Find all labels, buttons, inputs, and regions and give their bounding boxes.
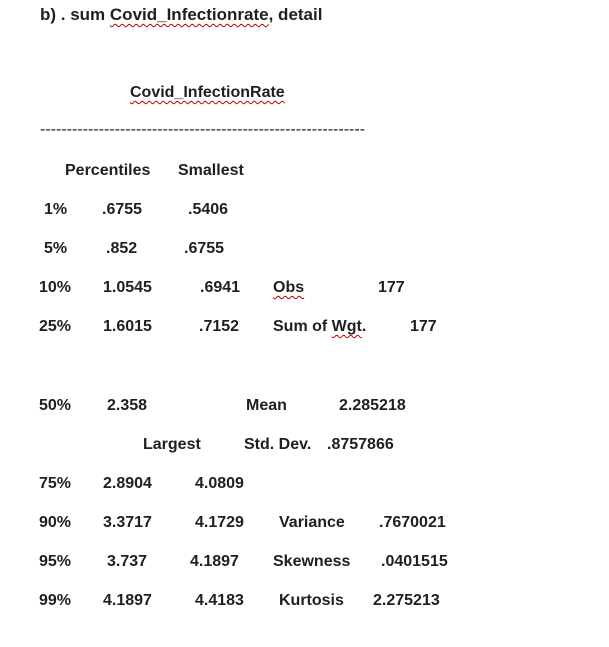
row-pct: 95% [39, 553, 72, 570]
header-smallest: Smallest [178, 162, 244, 179]
row-extreme: .7152 [199, 318, 240, 335]
sum-wgt-label-main: Sum of [273, 318, 332, 335]
stat-kurtosis-label: Kurtosis [279, 592, 344, 609]
stat-std-dev-label: Std. Dev. [244, 436, 312, 453]
stat-skewness-value: .0401515 [381, 553, 448, 570]
stat-variance-label: Variance [279, 514, 345, 531]
row-value: .6755 [102, 201, 143, 218]
row-pct: 1% [44, 201, 68, 218]
row-value: 2.8904 [103, 475, 152, 492]
row-value: 4.1897 [103, 592, 152, 609]
row-extreme: .6755 [184, 240, 225, 257]
row-pct: 25% [39, 318, 72, 335]
header-largest: Largest [143, 436, 201, 453]
sum-wgt-label-squiggle: Wgt [331, 318, 362, 335]
variable-title: Covid_InfectionRate [130, 84, 285, 101]
stat-kurtosis-value: 2.275213 [373, 592, 440, 609]
stat-obs-label: Obs [273, 279, 305, 296]
stat-skewness-label: Skewness [273, 553, 351, 570]
stat-sum-wgt-value: 177 [410, 318, 437, 335]
row-extreme: .6941 [200, 279, 241, 296]
header-percentiles: Percentiles [65, 162, 151, 179]
sum-wgt-label-end: . [361, 318, 367, 335]
stat-obs-value: 177 [378, 279, 405, 296]
stat-std-dev-value: .8757866 [327, 436, 394, 453]
row-extreme: 4.1897 [190, 553, 239, 570]
row-value: .852 [106, 240, 138, 257]
stat-sum-wgt-label [273, 317, 366, 337]
row-value: 3.3717 [103, 514, 152, 531]
row-extreme: 4.4183 [195, 592, 244, 609]
row-pct: 10% [39, 279, 72, 296]
stat-variance-value: .7670021 [379, 514, 446, 531]
command-prefix: b) . sum [40, 5, 110, 24]
command-variable: Covid_Infectionrate [109, 5, 269, 24]
separator-line: ------------------------------------------------------------- [40, 121, 366, 138]
row-pct: 90% [39, 514, 72, 531]
stat-mean-label: Mean [246, 397, 287, 414]
row-value: 1.0545 [103, 279, 152, 296]
row-extreme: 4.0809 [195, 475, 244, 492]
row-pct: 5% [44, 240, 68, 257]
row-pct: 50% [39, 397, 72, 414]
row-value: 1.6015 [103, 318, 152, 335]
command-suffix: , detail [268, 5, 323, 24]
row-extreme: .5406 [188, 201, 229, 218]
row-value: 2.358 [107, 397, 148, 414]
command-line [40, 5, 322, 25]
row-value: 3.737 [107, 553, 148, 570]
row-pct: 99% [39, 592, 72, 609]
row-pct: 75% [39, 475, 72, 492]
row-extreme: 4.1729 [195, 514, 244, 531]
stat-mean-value: 2.285218 [339, 397, 406, 414]
